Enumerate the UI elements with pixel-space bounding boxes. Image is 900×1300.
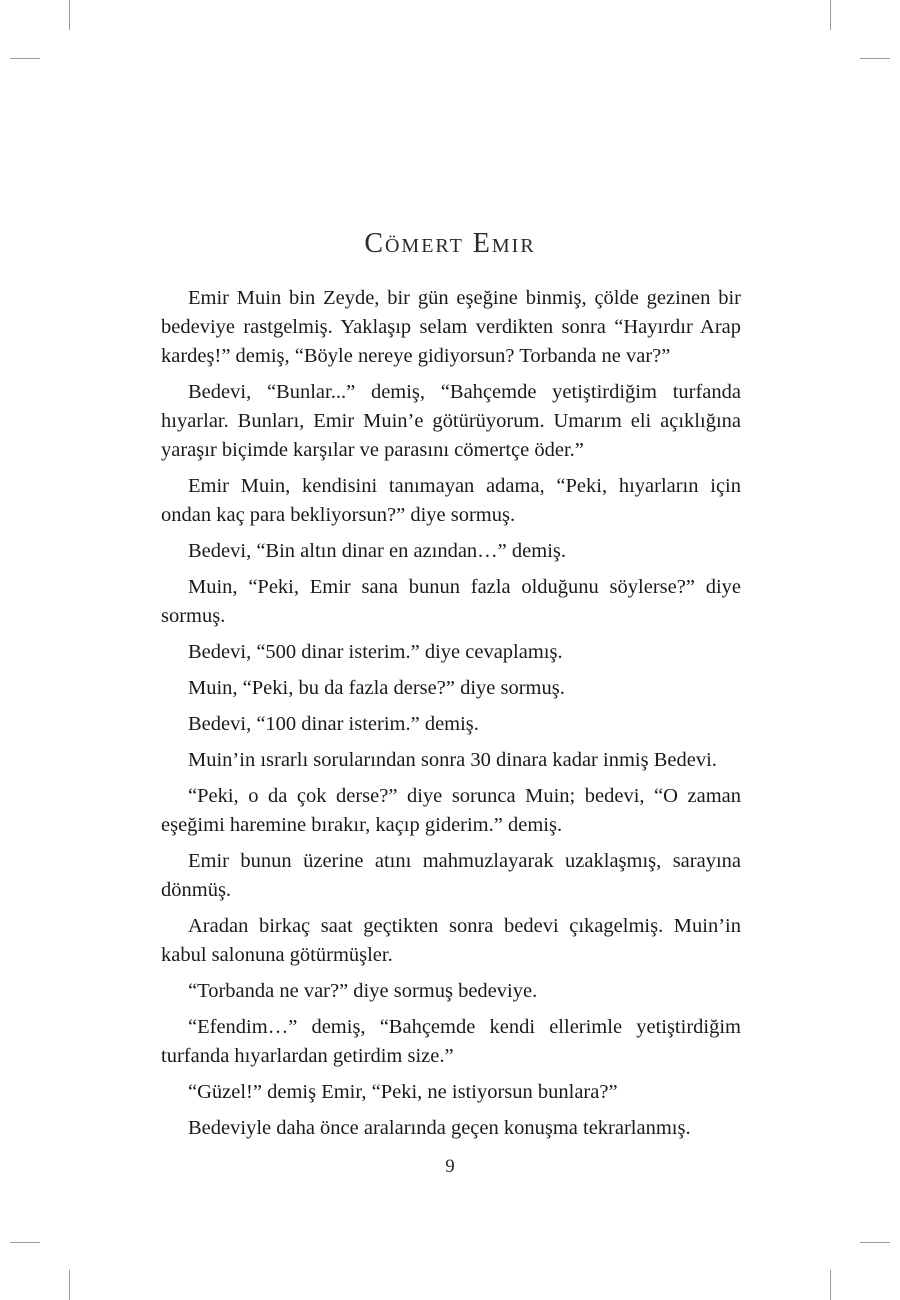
paragraph: Muin, “Peki, Emir sana bunun fazla olduğunu söylerse?” diye sormuş. [161,576,741,627]
paragraph: Bedeviyle daha önce aralarında geçen konuşma tekrarlanmış. [188,1117,691,1139]
paragraph: Emir Muin, kendisini tanımayan adama, “Peki, hıyarların için ondan kaç para bekliyorsun?” diye sormuş. [161,475,741,526]
paragraph: “Efendim…” demiş, “Bahçemde kendi ellerimle yetiştirdiğim turfanda hıyarlardan getirdim size.” [161,1016,741,1067]
paragraph: “Torbanda ne var?” diye sormuş bedeviye. [188,980,538,1002]
chapter-title: Cömert Emir [364,228,536,259]
paragraph: Bedevi, “Bin altın dinar en azından…” demiş. [188,540,566,562]
paragraph: “Peki, o da çok derse?” diye sorunca Muin; bedevi, “O zaman eşeğimi haremine bırakır, kaçıp giderim.” demiş. [161,785,741,836]
crop-mark-left-top [10,58,40,59]
crop-mark-top-left [69,0,70,30]
crop-mark-right-top [860,58,890,59]
paragraph: Bedevi, “100 dinar isterim.” demiş. [188,713,479,735]
paragraph: Emir Muin bin Zeyde, bir gün eşeğine binmiş, çölde gezinen bir bedeviye rastgelmiş. Yaklaşıp selam verdikten sonra “Hayırdır Arap kardeş!” demiş, “Böyle nereye gidiyorsun? Torbanda ne var?” [161,287,741,367]
crop-mark-right-bottom [860,1242,890,1243]
crop-mark-bottom-left [69,1270,70,1300]
paragraph: “Güzel!” demiş Emir, “Peki, ne istiyorsun bunlara?” [188,1081,618,1103]
crop-mark-bottom-right [830,1270,831,1300]
page-number: 9 [445,1156,455,1177]
paragraph: Muin, “Peki, bu da fazla derse?” diye sormuş. [188,677,565,699]
paragraph: Bedevi, “500 dinar isterim.” diye cevaplamış. [188,641,563,663]
paragraph: Muin’in ısrarlı sorularından sonra 30 dinara kadar inmiş Bedevi. [188,749,717,771]
paragraph: Bedevi, “Bunlar...” demiş, “Bahçemde yetiştirdiğim turfanda hıyarlar. Bunları, Emir Muin’e götürüyorum. Umarım eli açıklığına yaraşır biçimde karşılar ve parasını cömertçe öder.” [161,381,741,461]
story-text [161,284,741,1150]
paragraph: Emir bunun üzerine atını mahmuzlayarak uzaklaşmış, sarayına dönmüş. [161,850,741,901]
crop-mark-top-right [830,0,831,30]
crop-mark-left-bottom [10,1242,40,1243]
paragraph: Aradan birkaç saat geçtikten sonra bedevi çıkagelmiş. Muin’in kabul salonuna götürmüşler. [161,915,741,966]
